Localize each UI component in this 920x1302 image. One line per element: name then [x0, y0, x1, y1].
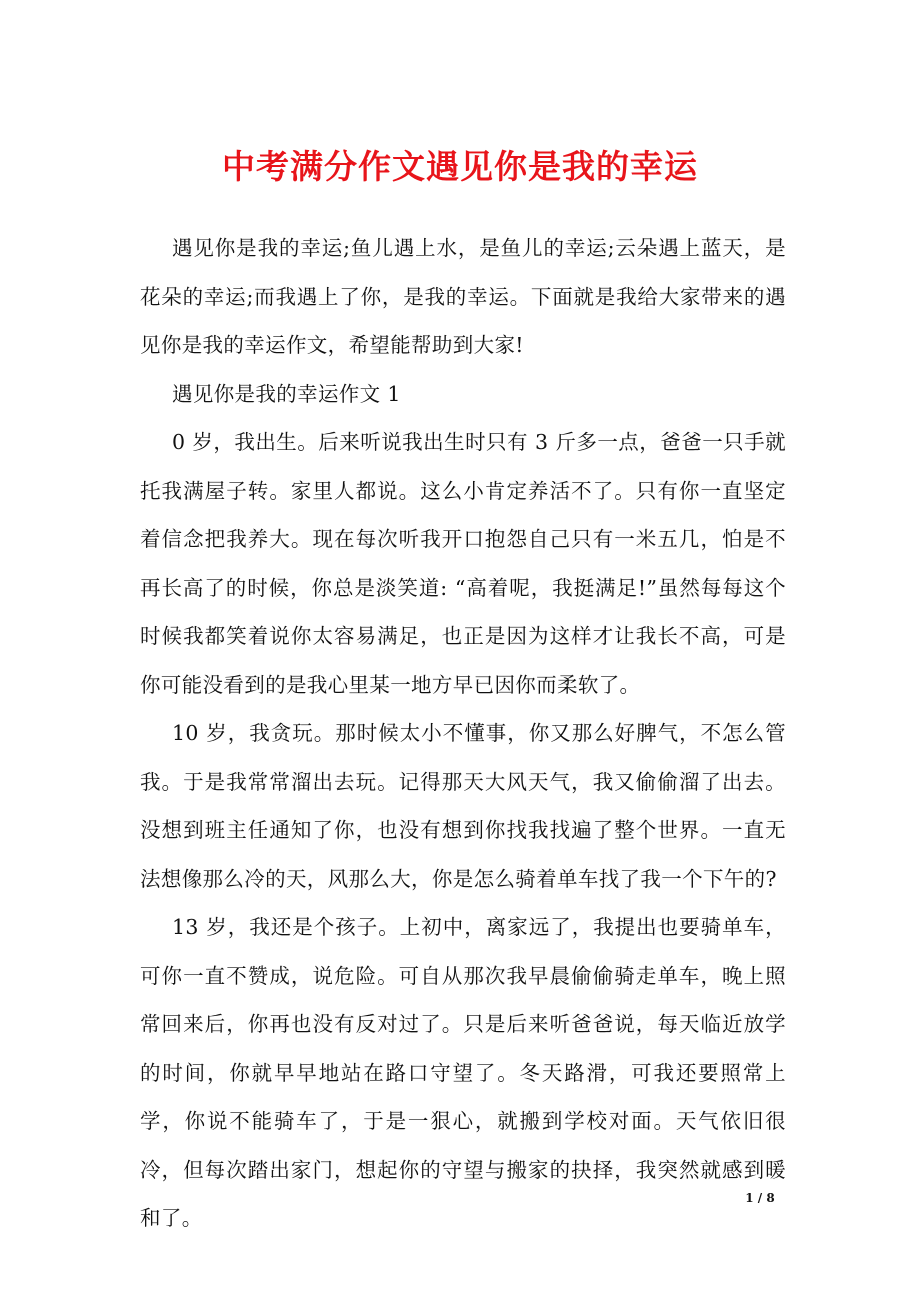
page-number: 1 / 8	[745, 1191, 775, 1205]
intro-paragraph: 遇见你是我的幸运;鱼儿遇上水，是鱼儿的幸运;云朵遇上蓝天，是花朵的幸运;而我遇上了你，是我的幸运。下面就是我给大家带来的遇见你是我的幸运作文，希望能帮助到大家!	[140, 236, 786, 357]
paragraph-age-0: 0 岁，我出生。后来听说我出生时只有 3 斤多一点，爸爸一只手就托我满屋子转。家里人都说。这么小肯定养活不了。只有你一直坚定着信念把我养大。现在每次听我开口抱怨自己只有一米五几，怕是不再长高了的时候，你总是淡笑道: “高着呢，我挺满足!”虽然每每这个时候我都笑着说你太容易满足，也正是因为这样才让我长不高，可是你可能没看到的是我心里某一地方早已因你而柔软了。	[140, 430, 786, 697]
paragraph-age-10: 10 岁，我贪玩。那时候太小不懂事，你又那么好脾气，不怎么管我。于是我常常溜出去玩。记得那天大风天气，我又偷偷溜了出去。没想到班主任通知了你，也没有想到你找我找遍了整个世界。一直无法想像那么冷的天，风那么大，你是怎么骑着单车找了我一个下午的?	[140, 721, 786, 891]
document-body	[140, 224, 786, 1243]
paragraph-age-13: 13 岁，我还是个孩子。上初中，离家远了，我提出也要骑单车，可你一直不赞成，说危险。可自从那次我早晨偷偷骑走单车，晚上照常回来后，你再也没有反对过了。只是后来听爸爸说，每天临近放学的时间，你就早早地站在路口守望了。冬天路滑，可我还要照常上学，你说不能骑车了，于是一狠心，就搬到学校对面。天气依旧很冷，但每次踏出家门，想起你的守望与搬家的抉择，我突然就感到暖和了。	[140, 915, 786, 1230]
document-title: 中考满分作文遇见你是我的幸运	[222, 147, 698, 186]
section-heading: 遇见你是我的幸运作文 1	[172, 381, 401, 406]
